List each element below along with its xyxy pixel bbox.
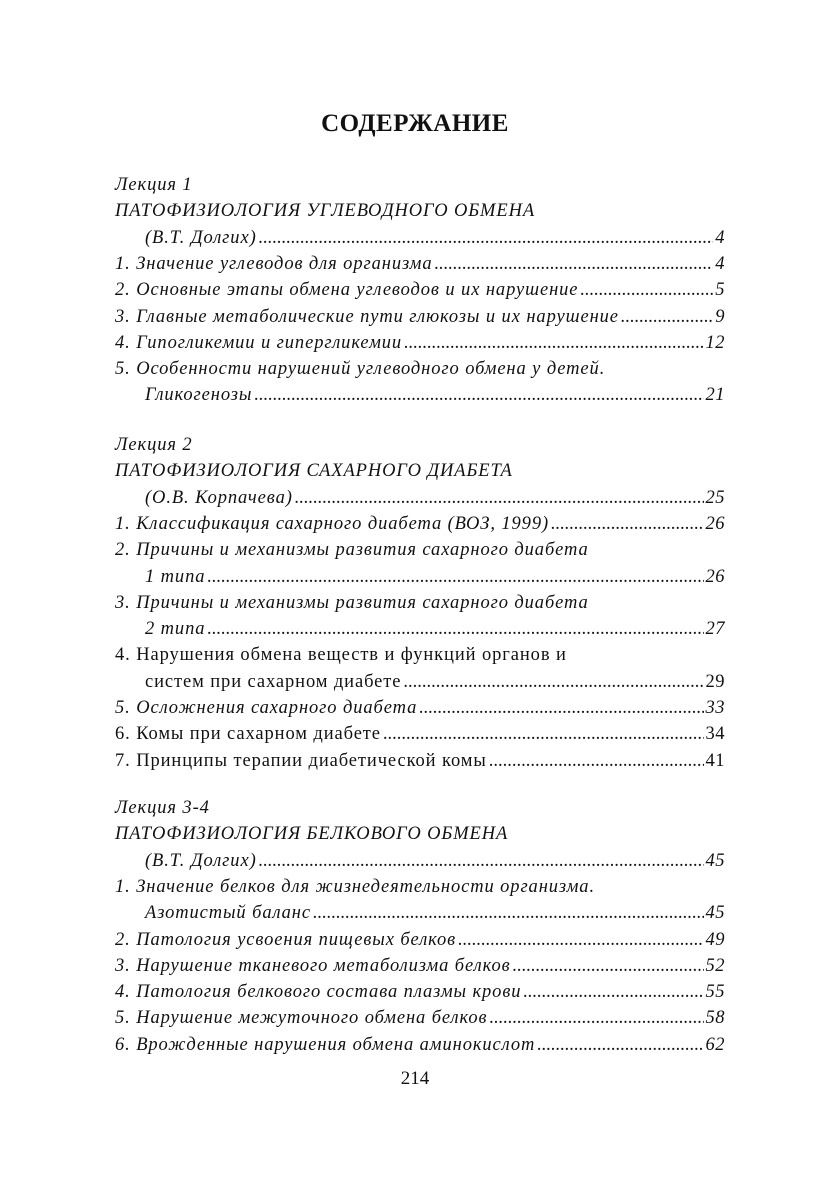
toc-entry-line: 1. Значение белков для жизнедеятельности организма. [115, 876, 595, 897]
toc-entry [145, 382, 725, 408]
dot-leader [295, 485, 704, 511]
entry-page-number: 21 [705, 385, 725, 406]
lecture-author [145, 225, 725, 251]
entry-title: 2. Патология усвоения пищевых белков [115, 929, 457, 950]
entry-title: 3. Главные метаболические пути глюкозы и их нарушение [115, 306, 619, 327]
toc-entry [145, 900, 725, 926]
entry-page-number: 58 [705, 1008, 725, 1029]
dot-leader [434, 251, 713, 277]
entry-page-number: 27 [705, 619, 725, 640]
toc-entry [115, 979, 725, 1005]
entry-title: 2 типа [145, 619, 206, 640]
entry-page-number: 4 [715, 227, 725, 248]
entry-title: 6. Комы при сахарном диабете [115, 724, 381, 745]
entry-page-number: 29 [705, 671, 725, 692]
toc-entry [115, 927, 725, 953]
dot-leader [551, 511, 703, 537]
lecture-author [145, 485, 725, 511]
toc-entry [115, 330, 725, 356]
dot-leader [254, 382, 703, 408]
entry-title: 1. Классификация сахарного диабета (ВОЗ, 1999) [115, 513, 550, 534]
entry-page-number: 9 [715, 306, 725, 327]
dot-leader [489, 748, 704, 774]
lecture-heading: ПАТОФИЗИОЛОГИЯ УГЛЕВОДНОГО ОБМЕНА [115, 201, 536, 222]
entry-page-number: 5 [715, 280, 725, 301]
entry-title: 1 типа [145, 566, 206, 587]
toc-entry [145, 616, 725, 642]
entry-title: 7. Принципы терапии диабетической комы [115, 750, 487, 771]
entry-page-number: 26 [705, 513, 725, 534]
entry-title: 6. Врожденные нарушения обмена аминокислот [115, 1034, 536, 1055]
toc-entry [115, 304, 725, 330]
entry-title: 5. Нарушение межуточного обмена белков [115, 1008, 488, 1029]
toc-entry [115, 1005, 725, 1031]
dot-leader [537, 1032, 703, 1058]
toc-entry-line: 2. Причины и механизмы развития сахарного диабета [115, 540, 589, 561]
toc-entry [115, 953, 725, 979]
lecture-author [145, 848, 725, 874]
lecture-label: Лекция 3-4 [115, 798, 210, 818]
page-title: СОДЕРЖАНИЕ [321, 110, 509, 137]
dot-leader [207, 616, 703, 642]
entry-title: (О.В. Корпачева) [145, 487, 293, 508]
dot-leader [513, 953, 704, 979]
toc-entry [115, 251, 725, 277]
entry-page-number: 33 [705, 698, 725, 718]
entry-page-number: 49 [705, 929, 725, 950]
entry-title: 4. Патология белкового состава плазмы крови [115, 982, 522, 1003]
entry-title: Азотистый баланс [145, 903, 311, 924]
dot-leader [458, 927, 703, 953]
toc-entry [115, 511, 725, 537]
entry-page-number: 41 [705, 750, 725, 771]
dot-leader [523, 979, 703, 1005]
dot-leader [259, 225, 714, 251]
dot-leader [383, 721, 704, 747]
toc-entry [115, 1032, 725, 1058]
entry-title: 4. Гипогликемии и гипергликемии [115, 332, 403, 353]
lecture-heading: ПАТОФИЗИОЛОГИЯ БЕЛКОВОГО ОБМЕНА [115, 824, 509, 845]
entry-page-number: 45 [705, 903, 725, 924]
entry-title: 3. Нарушение тканевого метаболизма белков [115, 955, 511, 976]
entry-page-number: 55 [705, 982, 725, 1003]
lecture-heading: ПАТОФИЗИОЛОГИЯ САХАРНОГО ДИАБЕТА [115, 461, 513, 482]
entry-page-number: 12 [705, 332, 725, 353]
entry-title: Гликогенозы [145, 385, 253, 406]
dot-leader [621, 304, 713, 330]
toc-entry [145, 669, 725, 695]
lecture-label: Лекция 2 [115, 435, 193, 455]
entry-title: 5. Осложнения сахарного диабета [115, 698, 418, 718]
toc-entry-line: 3. Причины и механизмы развития сахарного диабета [115, 592, 589, 613]
table-of-contents [115, 0, 725, 1177]
entry-page-number: 4 [715, 253, 725, 274]
entry-title: (В.Т. Долгих) [145, 850, 257, 871]
toc-entry [115, 721, 725, 747]
entry-page-number: 34 [705, 724, 725, 745]
dot-leader [259, 848, 704, 874]
dot-leader [489, 1005, 703, 1031]
entry-title: 1. Значение углеводов для организма [115, 253, 433, 274]
toc-entry [115, 695, 725, 721]
toc-entry [115, 277, 725, 303]
entry-page-number: 52 [705, 955, 725, 976]
dot-leader [207, 564, 703, 590]
toc-entry-line: 4. Нарушения обмена веществ и функций органов и [115, 645, 567, 666]
toc-entry [115, 748, 725, 774]
entry-page-number: 45 [705, 850, 725, 871]
entry-title: (В.Т. Долгих) [145, 227, 257, 248]
entry-page-number: 26 [705, 566, 725, 587]
toc-entry-line: 5. Особенности нарушений углеводного обмена у детей. [115, 359, 606, 380]
entry-page-number: 25 [705, 487, 725, 508]
entry-page-number: 62 [705, 1034, 725, 1055]
dot-leader [419, 695, 703, 721]
dot-leader [403, 669, 703, 695]
toc-entry [145, 564, 725, 590]
dot-leader [313, 900, 704, 926]
entry-title: систем при сахарном диабете [145, 671, 402, 692]
dot-leader [404, 330, 703, 356]
entry-title: 2. Основные этапы обмена углеводов и их нарушение [115, 280, 579, 301]
lecture-label: Лекция 1 [115, 175, 193, 195]
page-number: 214 [400, 1068, 430, 1089]
dot-leader [580, 277, 713, 303]
